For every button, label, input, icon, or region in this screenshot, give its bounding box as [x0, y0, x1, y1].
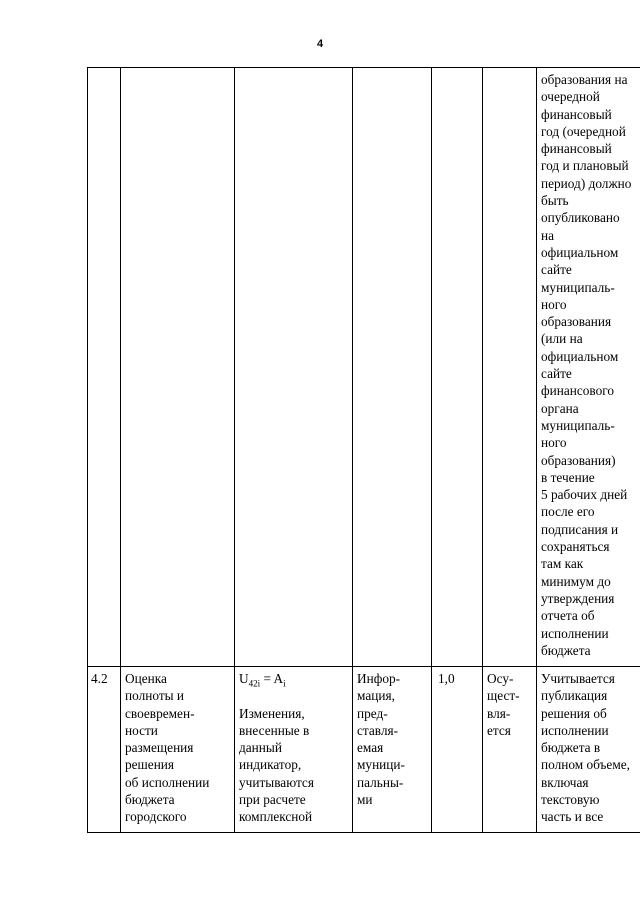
formula-equals: = A — [260, 671, 284, 686]
cell-number-empty — [88, 68, 121, 667]
formula-note: Изменения, внесенные в данный индикатор, учитываются при расчете комплексной — [239, 705, 314, 825]
formula-subscript-2: i — [283, 678, 286, 689]
cell-frequency: Осу- щест- вля- ется — [483, 667, 537, 833]
cell-source: Инфор- мация, пред- ставля- емая муници- пальны- ми — [353, 667, 432, 833]
page-number: 4 — [316, 38, 324, 50]
cell-weight: 1,0 — [432, 667, 483, 833]
table-row-continuation — [88, 68, 640, 667]
formula-main: U — [239, 671, 249, 686]
cell-description-continued: образования на очередной финансовый год (очередной финансовый год и плановый период) должно быть опубликовано на официальном сайте муниципаль- ного образования (или на официальном сайте финансового органа муниципаль- ного образования) в течение 5 рабочих дней после его подписания и сохраняться там как минимум до утверждения отчета об исполнении бюджета — [537, 68, 640, 667]
cell-formula — [235, 667, 353, 833]
cell-name-empty — [121, 68, 235, 667]
cell-formula-empty — [235, 68, 353, 667]
formula-subscript: 42i — [248, 678, 261, 689]
cell-description: Учитывается публикация решения об исполнении бюджета в полном объеме, включая текстовую часть и все — [537, 667, 640, 833]
cell-indicator-name: Оценка полноты и своевремен- ности размещения решения об исполнении бюджета городского — [121, 667, 235, 833]
cell-frequency-empty — [483, 68, 537, 667]
table-row-4-2 — [88, 667, 640, 833]
cell-weight-empty — [432, 68, 483, 667]
cell-row-number: 4.2 — [88, 667, 121, 833]
cell-source-empty — [353, 68, 432, 667]
indicator-table — [87, 67, 640, 833]
